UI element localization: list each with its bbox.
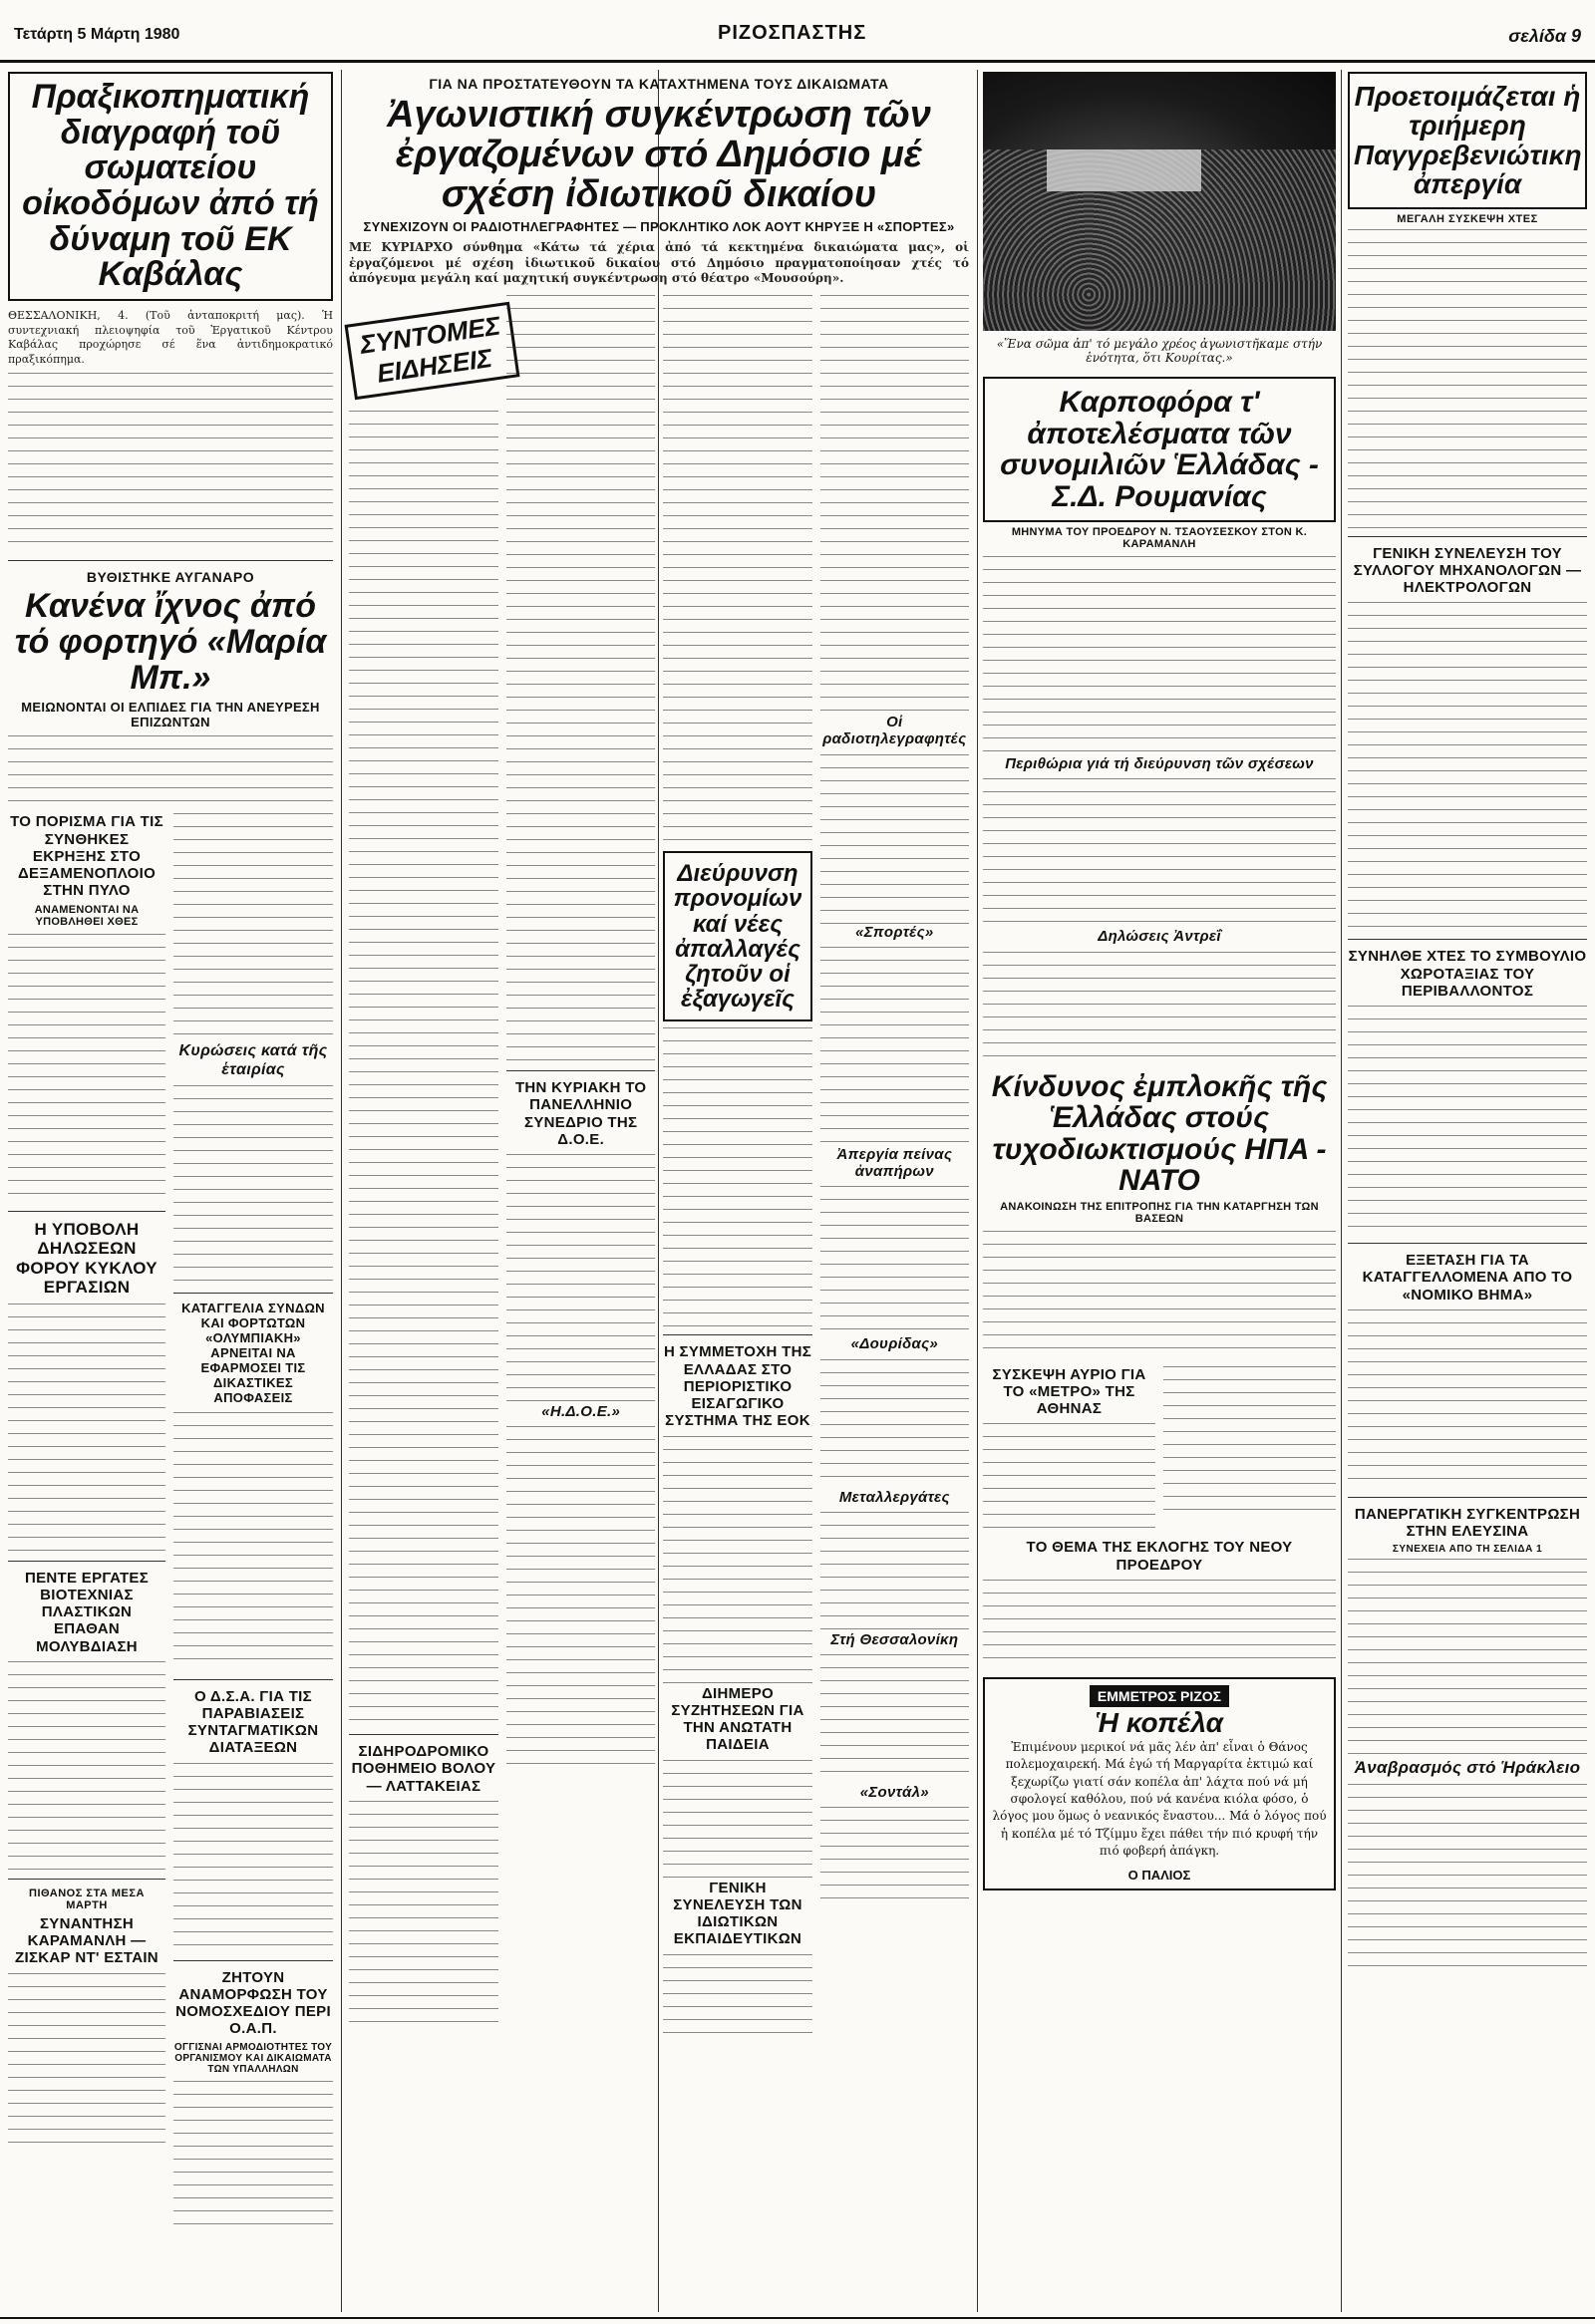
- story-kicker: ΓΙΑ ΝΑ ΠΡΟΣΤΑΤΕΥΘΟΥΝ ΤΑ ΚΑΤΑΧΤΗΜΕΝΑ ΤΟΥΣ ΔΙΚΑΙΩΜΑΤΑ: [429, 76, 889, 92]
- article-text-block: [173, 1763, 333, 1952]
- brief-title: ΠΑΝΕΡΓΑΤΙΚΗ ΣΥΓΚΕΝΤΡΩΣΗ ΣΤΗΝ ΕΛΕΥΣΙΝΑ: [1354, 1505, 1581, 1541]
- sub-column: [349, 295, 502, 2033]
- romania-subtitle: ΜΗΝΥΜΑ ΤΟΥ ΠΡΟΕΔΡΟΥ Ν. ΤΣΑΟΥΣΕΣΚΟΥ ΣΤΟΝ Κ. ΚΑΡΑΜΑΝΛΗ: [1011, 526, 1308, 550]
- article-text-block: [820, 1186, 969, 1335]
- divider: [1348, 1243, 1587, 1244]
- story-subtitle: ΜΕΙΩΝΟΝΤΑΙ ΟΙ ΕΛΠΙΔΕΣ ΓΙΑ ΤΗΝ ΑΝΕΥΡΕΣΗ ΕΠΙΖΩΝΤΩΝ: [21, 700, 320, 730]
- article-text-block: [983, 556, 1336, 755]
- article-text-block: [173, 1412, 333, 1671]
- article-text-block: [820, 1654, 969, 1784]
- brief-title: Ο Δ.Σ.Α. ΓΙΑ ΤΙΣ ΠΑΡΑΒΙΑΣΕΙΣ ΣΥΝΤΑΓΜΑΤΙΚΩΝ ΔΙΑΤΑΞΕΩΝ: [187, 1687, 319, 1757]
- brief-title: ΕΞΕΤΑΣΗ ΓΙΑ ΤΑ ΚΑΤΑΓΓΕΛΛΟΜΕΝΑ ΑΠΟ ΤΟ «ΝΟΜΙΚΟ ΒΗΜΑ»: [1362, 1252, 1573, 1304]
- column-divider: [977, 70, 978, 2312]
- subhead: Στή Θεσσαλονίκη: [830, 1630, 959, 1648]
- divider: [8, 1211, 165, 1212]
- brief-title: Ἀναβρασμός στό Ἡράκλειο: [1354, 1758, 1581, 1778]
- brief-subtitle: ΟΓΓΙΣΝΑΙ ΑΡΜΟΔΙΟΤΗΤΕΣ ΤΟΥ ΟΡΓΑΝΙΣΜΟΥ ΚΑΙ ΔΙΚΑΙΩΜΑΤΑ ΤΩΝ ΥΠΑΛΛΗΛΩΝ: [173, 2041, 333, 2075]
- divider: [506, 1070, 655, 1071]
- rally-photo: [983, 72, 1336, 331]
- subhead: Ἀπεργία πείνας ἀναπήρων: [836, 1145, 953, 1181]
- short-news-stamp: ΣΥΝΤΟΜΕΣ ΕΙΔΗΣΕΙΣ: [345, 302, 520, 401]
- sub-column: [820, 295, 969, 2033]
- article-text-block: [1348, 1309, 1587, 1489]
- brief-title: ΣΙΔΗΡΟΔΡΟΜΙΚΟ ΠΟΘΗΜΕΙΟ ΒΟΛΟΥ — ΛΑΤΤΑΚΕΙΑΣ: [351, 1743, 496, 1795]
- column-divider: [1341, 70, 1342, 2312]
- nato-title: Κίνδυνος ἐμπλοκῆς τῆς Ἑλλάδας στούς τυχοδιωκτισμούς ΗΠΑ - ΝΑΤΟ: [991, 1069, 1328, 1197]
- lead-story-box: [8, 72, 333, 301]
- brief-title: «Η.Δ.Ο.Ε.»: [541, 1403, 621, 1421]
- issue-date: Τετάρτη 5 Μάρτη 1980: [14, 26, 180, 43]
- brief-title: Η ΣΥΜΜΕΤΟΧΗ ΤΗΣ ΕΛΛΑΔΑΣ ΣΤΟ ΠΕΡΙΟΡΙΣΤΙΚΟ ΕΙΣΑΓΩΓΙΚΟ ΣΥΣΤΗΜΑ ΤΗΣ ΕΟΚ: [663, 1343, 812, 1430]
- article-text-block: [1348, 1006, 1587, 1235]
- article-text-block: [983, 1580, 1336, 1669]
- exporters-box: [663, 851, 811, 1021]
- lead-story-intro: ΘΕΣΣΑΛΟΝΙΚΗ, 4. (Τοῦ ἀνταποκριτή μας). Ἡ συντεχνιακή πλειοψηφία τοῦ Ἐργατικοῦ Κέντρου Καβάλας προχώρησε σέ ἕνα ἀντιδημοκρατικό πραξικόπημα.: [8, 309, 333, 366]
- brief-title: ΓΕΝΙΚΗ ΣΥΝΕΛΕΥΣΗ ΤΩΝ ΙΔΙΩΤΙΚΩΝ ΕΚΠΑΙΔΕΥΤΙΚΩΝ: [673, 1879, 802, 1948]
- brief-title: ΚΑΤΑΓΓΕΛΙΑ ΣΥΝΔΩΝ ΚΑΙ ΦΟΡΤΩΤΩΝ «ΟΛΥΜΠΙΑΚΗ» ΑΡΝΕΙΤΑΙ ΝΑ ΕΦΑΡΜΟΣΕΙ ΤΙΣ ΔΙΚΑΣΤΙΚΕΣ ΑΠΟΦΑΣΕΙΣ: [181, 1301, 325, 1405]
- brief-kicker: ΠΙΘΑΝΟΣ ΣΤΑ ΜΕΣΑ ΜΑΡΤΗ: [29, 1887, 145, 1911]
- romania-title: Καρποφόρα τ' ἀποτελέσματα τῶν συνομιλιῶν Ἑλλάδας - Σ.Δ. Ρουμανίας: [1000, 386, 1319, 513]
- divider: [173, 1293, 333, 1294]
- subhead: Μεταλλεργάτες: [838, 1488, 950, 1506]
- sub-column: [506, 295, 655, 2033]
- article-text-block: [983, 778, 1336, 928]
- story-title: Κανένα ἴχνος ἀπό τό φορτηγό «Μαρία Μπ.»: [14, 587, 327, 697]
- center-story-subtitle: ΣΥΝΕΧΙΖΟΥΝ ΟΙ ΡΑΔΙΟΤΗΛΕΓΡΑΦΗΤΕΣ — ΠΡΟΚΛΗΤΙΚΟ ΛΟΚ ΑΟΥΤ ΚΗΡΥΞΕ Η «ΣΠΟΡΤΕΣ»: [363, 218, 955, 234]
- article-text-block: [1348, 229, 1587, 528]
- divider: [349, 1734, 498, 1735]
- article-text-block: [663, 295, 811, 843]
- poem-box: [983, 1677, 1336, 1891]
- romania-box: [983, 377, 1336, 522]
- article-text-block: [8, 735, 333, 805]
- page-number: σελίδα 9: [1508, 26, 1581, 46]
- exporters-title: Διεύρυνση προνομίων καί νέες ἀπαλλαγές ζητοῦν οἱ ἐξαγωγεῖς: [673, 860, 802, 1014]
- poem-signature: Ο ΠΑΛΙΟΣ: [1127, 1868, 1191, 1884]
- article-text-block: [820, 947, 969, 1146]
- article-text-block: [983, 952, 1336, 1061]
- divider: [8, 1561, 165, 1562]
- strike-box: [1348, 72, 1587, 209]
- brief-title: ΣΥΝΗΛΘΕ ΧΤΕΣ ΤΟ ΣΥΜΒΟΥΛΙΟ ΧΩΡΟΤΑΞΙΑΣ ΤΟΥ ΠΕΡΙΒΑΛΛΟΝΤΟΣ: [1348, 948, 1587, 1000]
- article-text-block: [349, 411, 498, 1726]
- divider: [173, 1960, 333, 1961]
- article-text-block: [1348, 1784, 1587, 1973]
- divider: [1348, 536, 1587, 537]
- photo-caption: «Ἕνα σῶμα ἀπ' τό μεγάλο χρέος ἀγωνιστῆκαμε στήν ἑνότητα, ὅτι Κουρίτας.»: [996, 337, 1323, 365]
- article-text-block: [8, 1973, 165, 2153]
- subhead: «Σοντάλ»: [859, 1784, 929, 1802]
- article-text-block: [663, 1436, 811, 1685]
- article-text-block: [1163, 1366, 1336, 1516]
- two-col-block: [983, 1366, 1336, 1534]
- column-right-center: [983, 72, 1336, 1890]
- brief-title: ΣΥΣΚΕΨΗ ΑΥΡΙΟ ΓΙΑ ΤΟ «ΜΕΤΡΟ» ΤΗΣ ΑΘΗΝΑΣ: [992, 1365, 1146, 1417]
- brief-title: ΓΕΝΙΚΗ ΣΥΝΕΛΕΥΣΗ ΤΟΥ ΣΥΛΛΟΓΟΥ ΜΗΧΑΝΟΛΟΓΩΝ — ΗΛΕΚΤΡΟΛΟΓΩΝ: [1353, 544, 1582, 597]
- subhead: Δηλώσεις Ἀντρεΐ: [1098, 928, 1221, 946]
- article-text-block: [983, 1423, 1155, 1533]
- brief-title: Κυρώσεις κατά τῆς ἑταιρίας: [178, 1042, 328, 1078]
- article-text-block: [820, 1807, 969, 1906]
- article-text-block: [820, 1359, 969, 1489]
- column-center: [349, 72, 969, 2034]
- poem-text: Ἐπιμένουν μερικοί νά μᾶς λέν ἀπ' εἶναι ὁ Θάνος πολεμοχαιρεκή. Μά ἐγώ τή Μαργαρίτα ἐκτιμώ καί ξεχωρίζω γιατί σάν κοπέλα ἀπ' λάχτα πού νά μή σφολογεί καθόλου, πού νά κανένα κιόλα φόσο, ὁ λόγος μου ὅμως ὁ νεανικός ἔναστου... Μά ὁ λόγος πού ἡ κοπέλα μέ τό Τζίμμυ ἔχει πάθει τήν πιό κρυφή τήν πιό φοβερή ἀπάγκη.: [992, 1739, 1327, 1859]
- article-text-block: [1348, 602, 1587, 931]
- subhead: «Δουρίδας»: [850, 1335, 939, 1353]
- subhead: Οἱ ραδιοτηλεγραφητές: [822, 714, 967, 748]
- article-text-block: [173, 2081, 333, 2230]
- column-right: [1348, 72, 1587, 1973]
- article-text-block: [8, 373, 333, 552]
- strike-kicker: ΜΕΓΑΛΗ ΣΥΣΚΕΨΗ ΧΤΕΣ: [1397, 212, 1538, 225]
- divider: [8, 1879, 165, 1880]
- brief-title: ΤΗΝ ΚΥΡΙΑΚΗ ΤΟ ΠΑΝΕΛΛΗΝΙΟ ΣΥΝΕΔΡΙΟ ΤΗΣ Δ.Ο.Ε.: [514, 1079, 647, 1148]
- column-left: [8, 72, 333, 2230]
- article-text-block: [1348, 1559, 1587, 1758]
- article-text-block: [8, 1304, 165, 1553]
- photo-banner: [1047, 149, 1202, 191]
- masthead: [0, 0, 1595, 64]
- divider: [173, 1679, 333, 1680]
- poem-column-tag: ΕΜΜΕΤΡΟΣ ΡΙΖΟΣ: [1090, 1685, 1229, 1707]
- subhead: «Σπορτές»: [855, 923, 934, 941]
- article-text-block: [8, 1661, 165, 1871]
- poem-title: Ἡ κοπέλα: [1095, 1706, 1223, 1738]
- brief-title: ΠΕΝΤΕ ΕΡΓΑΤΕΣ ΒΙΟΤΕΧΝΙΑΣ ΠΛΑΣΤΙΚΩΝ ΕΠΑΘΑΝ ΜΟΛΥΒΔΙΑΣΗ: [24, 1569, 150, 1655]
- sub-column: [8, 813, 165, 2229]
- article-text-block: [820, 754, 969, 924]
- sub-column: [173, 813, 333, 2229]
- two-col-block: [8, 813, 333, 2229]
- nato-subtitle: ΑΝΑΚΟΙΝΩΣΗ ΤΗΣ ΕΠΙΤΡΟΠΗΣ ΓΙΑ ΤΗΝ ΚΑΤΑΡΓΗΣΗ ΤΩΝ ΒΑΣΕΩΝ: [1000, 1200, 1319, 1225]
- sub-column: [663, 295, 811, 2033]
- stamp-wrap: [349, 310, 502, 389]
- divider: [8, 560, 333, 561]
- brief-subtitle: ΑΝΑΜΕΝΟΝΤΑΙ ΝΑ ΥΠΟΒΛΗΘΕΙ ΧΘΕΣ: [34, 903, 140, 928]
- bottom-rule: [0, 2317, 1595, 2319]
- sub-column: [1163, 1366, 1336, 1534]
- brief-kicker: ΣΥΝΕΧΕΙΑ ΑΠΟ ΤΗ ΣΕΛΙΔΑ 1: [1392, 1544, 1543, 1556]
- brief-title: ΖΗΤΟΥΝ ΑΝΑΜΟΡΦΩΣΗ ΤΟΥ ΝΟΜΟΣΧΕΔΙΟΥ ΠΕΡΙ Ο.Α.Π.: [175, 1968, 331, 2038]
- paper-name: ΡΙΖΟΣΠΑΣΤΗΣ: [718, 22, 867, 44]
- article-text-block: [663, 1954, 811, 2034]
- center-story-title: Ἀγωνιστική συγκέντρωση τῶν ἐργαζομένων στό Δημόσιο μέ σχέση ἰδιωτικοῦ δικαίου: [387, 94, 931, 215]
- column-divider: [341, 70, 342, 2312]
- article-text-block: [820, 1512, 969, 1631]
- brief-title: ΤΟ ΘΕΜΑ ΤΗΣ ΕΚΛΟΓΗΣ ΤΟΥ ΝΕΟΥ ΠΡΟΕΔΡΟΥ: [1026, 1539, 1293, 1574]
- brief-title: Η ΥΠΟΒΟΛΗ ΔΗΛΩΣΕΩΝ ΦΟΡΟΥ ΚΥΚΛΟΥ ΕΡΓΑΣΙΩΝ: [16, 1219, 158, 1298]
- strike-title: Προετοιμάζεται ἡ τριήμερη Παγγρεβενιώτικη ἀπεργία: [1354, 81, 1582, 200]
- divider: [1348, 939, 1587, 940]
- masthead-rule: [0, 60, 1595, 63]
- center-story-lead: ΜΕ ΚΥΡΙΑΡΧΟ σύνθημα «Κάτω τά χέρια ἀπό τά κεκτημένα δικαιώματα μας», οἱ ἐργαζόμενοι μέ σχέση ἰδιωτικοῦ δικαίου στό Δημόσιο πραγματοποίησαν χτές τό ἀπόγευμα μεγάλη καί μαχητική συγκέντρωση στό θέατρο «Μουσούρη».: [349, 239, 969, 286]
- brief-title: ΔΙΗΜΕΡΟ ΣΥΖΗΤΗΣΕΩΝ ΓΙΑ ΤΗΝ ΑΝΩΤΑΤΗ ΠΑΙΔΕΙΑ: [671, 1684, 804, 1754]
- brief-title: ΤΟ ΠΟΡΙΣΜΑ ΓΙΑ ΤΙΣ ΣΥΝΘΗΚΕΣ ΕΚΡΗΞΗΣ ΣΤΟ ΔΕΞΑΜΕΝΟΠΛΟΙΟ ΣΤΗΝ ΠΥΛΟ: [10, 813, 163, 900]
- article-text-block: [506, 1154, 655, 1403]
- article-text-block: [820, 295, 969, 714]
- sub-column: [983, 1366, 1155, 1534]
- story-kicker: ΒΥΘΙΣΤΗΚΕ ΑΥΓΑΝΑΡΟ: [86, 569, 255, 586]
- article-text-block: [173, 1085, 333, 1285]
- article-text-block: [663, 1027, 811, 1326]
- poem-tag-wrap: [991, 1685, 1328, 1707]
- subhead: Περιθώρια γιά τή διεύρυνση τῶν σχέσεων: [1005, 755, 1314, 772]
- divider: [663, 1334, 811, 1335]
- article-text-block: [663, 1760, 811, 1880]
- article-text-block: [173, 813, 333, 1042]
- center-columns: [349, 295, 969, 2033]
- lead-story-title: Πραξικοπηματική διαγραφή τοῦ σωματείου οἰκοδόμων ἀπό τή δύναμη τοῦ ΕΚ Καβάλας: [22, 78, 319, 294]
- brief-title: ΣΥΝΑΝΤΗΣΗ ΚΑΡΑΜΑΝΛΗ — ΖΙΣΚΑΡ ΝΤ' ΕΣΤΑΙΝ: [15, 1914, 159, 1967]
- divider: [1348, 1497, 1587, 1498]
- article-text-block: [8, 934, 165, 1203]
- article-text-block: [506, 1426, 655, 1765]
- article-text-block: [349, 1801, 498, 2030]
- article-text-block: [983, 1231, 1336, 1360]
- article-text-block: [506, 295, 655, 1062]
